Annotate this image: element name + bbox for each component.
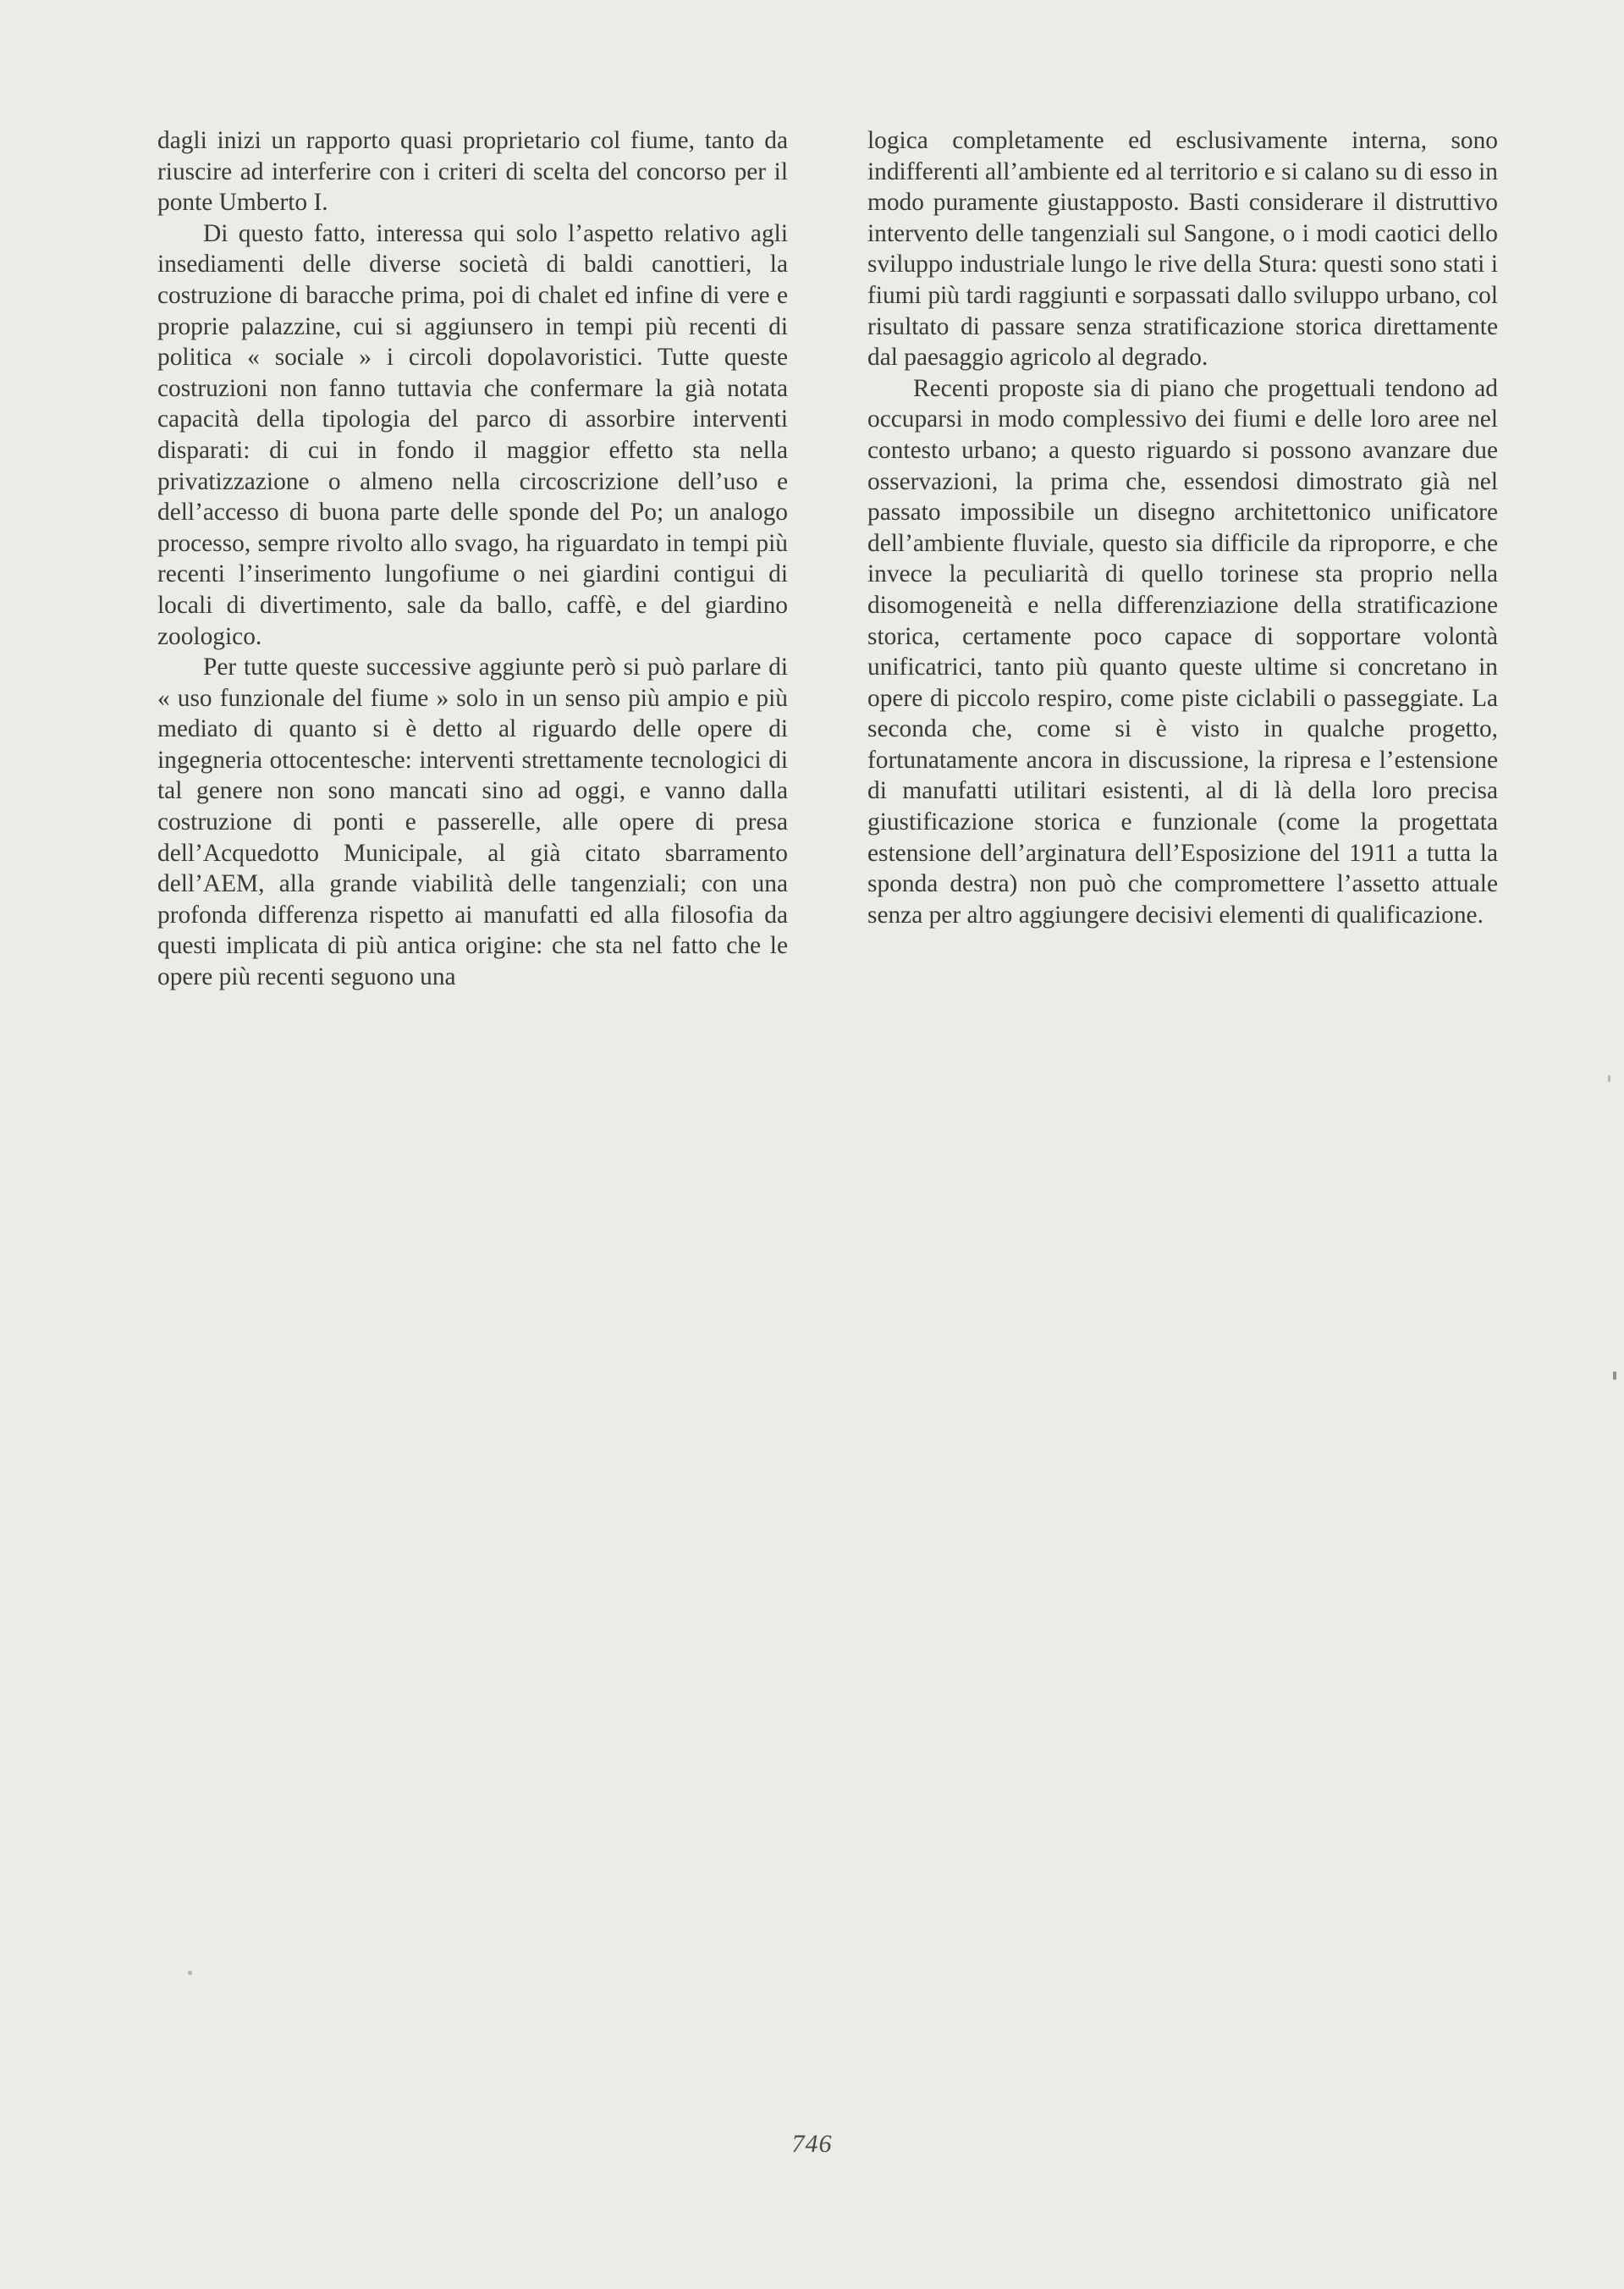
paragraph: dagli inizi un rapporto quasi proprietario col fiume, tanto da riuscire ad interferire con i criteri di scelta del concorso per il ponte Umberto I. (157, 127, 788, 217)
paragraph: Di questo fatto, interessa qui solo l’aspetto relativo agli insediamenti delle diverse società di baldi canottieri, la costruzione di baracche prima, poi di chalet ed infine di vere e proprie palazzine, cui si aggiunsero in tempi più recenti di politica « sociale » i circoli dopolavoristici. Tutte queste costruzioni non fanno tuttavia che confermare la già notata capacità della tipologia del parco di assorbire interventi disparati: di cui in fondo il maggior effetto sta nella privatizzazione o almeno nella circoscrizione dell’uso e dell’accesso di buona parte delle sponde del Po; un analogo processo, sempre rivolto allo svago, ha riguardato in tempi più recenti l’inserimento lungofiume o nei giardini contigui di locali di divertimento, sale da ballo, caffè, e del giardino zoologico. (157, 219, 788, 650)
page-number: 746 (791, 2130, 833, 2158)
scan-speck (188, 1971, 192, 1975)
paragraph: Recenti proposte sia di piano che progettuali tendono ad occuparsi in modo complessivo dei fiumi e delle loro aree nel contesto urbano; a questo riguardo si possono avanzare due osservazioni, la prima che, essendosi dimostrato già nel passato impossibile un disegno architettonico unificatore dell’ambiente fluviale, questo sia difficile da riproporre, e che invece la peculiarità di quello torinese sta proprio nella disomogeneità e nella differenziazione della stratificazione storica, certamente poco capace di sopportare volontà unificatrici, tanto più quanto queste ultime si concretano in opere di piccolo respiro, come piste ciclabili o passeggiate. La seconda che, come si è visto in qualche progetto, fortunatamente ancora in discussione, la ripresa e l’estensione di manufatti utilitari esistenti, al di là della loro precisa giustificazione storica e funzionale (come la progettata estensione dell’arginatura dell’Esposizione del 1911 a tutta la sponda destra) non può che compromettere l’assetto attuale senza per altro aggiungere decisivi elementi di qualificazione. (867, 374, 1498, 929)
scan-speck (1613, 1371, 1616, 1380)
paragraph: logica completamente ed esclusivamente interna, sono indifferenti all’ambiente ed al territorio e si calano su di esso in modo puramente giustapposto. Basti considerare il distruttivo intervento delle tangenziali sul Sangone, o i modi caotici dello sviluppo industriale lungo le rive della Stura: questi sono stati i fiumi più tardi raggiunti e sorpassati dallo sviluppo urbano, col risultato di passare senza stratificazione storica direttamente dal paesaggio agricolo al degrado. (867, 127, 1498, 372)
right-text-column (867, 125, 1498, 930)
scan-speck (1608, 1075, 1610, 1082)
paragraph: Per tutte queste successive aggiunte però si può parlare di « uso funzionale del fiume » solo in un senso più ampio e più mediato di quanto si è detto al riguardo delle opere di ingegneria ottocentesche: interventi strettamente tecnologici di tal genere non sono mancati sino ad oggi, e vanno dalla costruzione di ponti e passerelle, alle opere di presa dell’Acquedotto Municipale, al già citato sbarramento dell’AEM, alla grande viabilità delle tangenziali; con una profonda differenza rispetto ai manufatti ed alla filosofia da questi implicata di più antica origine: che sta nel fatto che le opere più recenti seguono una (157, 654, 788, 991)
left-text-column (157, 125, 788, 993)
